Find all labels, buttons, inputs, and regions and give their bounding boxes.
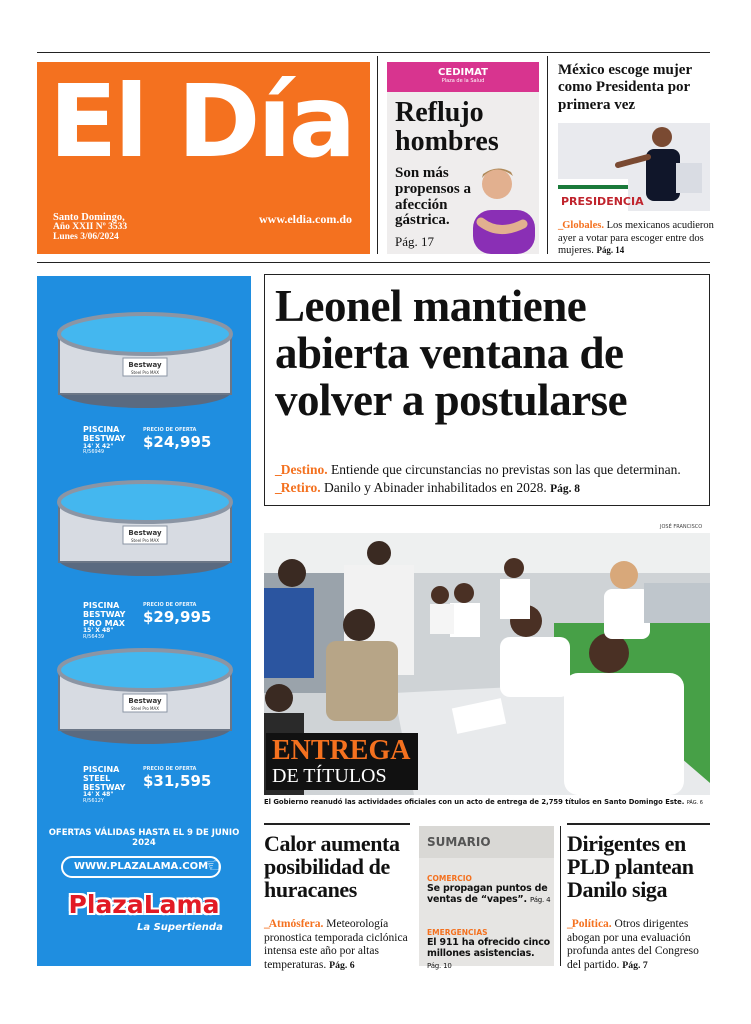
cedimat-brand: CEDIMAT [438,67,488,78]
pld-headline[interactable]: Dirigentes en PLD plantean Danilo siga [567,831,694,903]
masthead-issue: Año XXII Nº 3533 [53,222,128,233]
pool-image [57,304,233,412]
kicker-dash: _ [275,479,281,495]
sumario-box [419,826,554,970]
cedimat-tagline: Plaza de la Salud [441,78,485,84]
photo-caption-text: El Gobierno reanudó las actividades oficiales con un acto de entrega de 2,759 títulos en Santo Domingo Este. [264,798,685,806]
sumario-kicker: EMERGENCIAS [427,928,488,937]
plaza-lama-url[interactable]: WWW.PLAZALAMA.COM [61,856,221,878]
masthead-url[interactable]: www.eldia.com.do [259,212,352,226]
cedimat-brand-band [387,62,539,92]
pool-offer-label: PRECIO DE OFERTA [143,427,197,433]
lead-text-2: Danilo y Abinader inhabilitados en 2028. [324,479,547,495]
kicker-dash: _ [567,918,572,930]
calor-page-ref: Pág. 6 [329,959,355,971]
overlay-line-titulos: DE TÍTULOS [272,765,387,787]
pool-1-info [83,426,135,456]
newspaper-logo: El Día [49,63,354,180]
presidencia-sign: PRESIDENCIA [561,195,644,208]
mexico-kicker: Globales. [562,220,604,231]
voter-photo [558,123,710,211]
mexico-headline[interactable]: México escoge mujer como Presidenta por primera vez [558,62,692,113]
pool-offer-label: PRECIO DE OFERTA [143,602,197,608]
column-divider [560,826,561,966]
plaza-lama-subtitle: La Supertienda [137,922,223,933]
kicker-dash: _ [264,918,269,930]
man-holding-stomach-illustration [465,162,539,254]
cedimat-ad[interactable] [387,62,539,254]
pool-ref: R/5612Y [83,797,104,804]
photo-overlay-label [266,733,418,790]
sumario-item-page: Pág. 4 [529,896,551,905]
lead-page-ref: Pág. 8 [550,482,581,495]
lead-text-1: Entiende que circunstancias no previstas son las que determinan. [331,462,681,477]
offer-validity: OFERTAS VÁLIDAS HASTA EL 9 DE JUNIO 2024 [48,828,240,848]
pool-name: PISCINA BESTWAY [83,425,126,443]
pool-name: PISCINA BESTWAY PRO MAX [83,601,126,628]
pool-price: $24,995 [143,433,212,451]
pool-brand: Bestway [128,529,162,537]
pool-size: 14' X 42" [83,442,114,450]
sumario-item[interactable] [427,937,551,971]
cedimat-page-ref: Pág. 17 [395,234,434,249]
mexico-photo [558,123,710,211]
plaza-lama-logo: PlazaLama [68,890,220,919]
pool-2-info [83,602,143,640]
pool-name: PISCINA STEEL BESTWAY [83,765,126,792]
pool-price: $31,595 [143,772,212,790]
lead-summary [275,461,705,496]
sumario-kicker: COMERCIO [427,874,472,883]
photo-caption [264,798,710,806]
sumario-title: SUMARIO [419,826,554,858]
top-rule [37,52,710,53]
pool-price: $29,995 [143,608,212,626]
cedimat-headline: Reflujo hombres [395,97,499,158]
pool-model: Steel Pro MAX [131,706,159,711]
pool-3-info [83,766,139,804]
pool-model: Steel Pro MAX [131,370,159,375]
sumario-item[interactable] [427,883,551,906]
calor-headline[interactable]: Calor aumenta posibilidad de huracanes [264,831,400,903]
pld-text: Otros dirigentes abogan por una evaluación profunda antes del Congreso del partido. [567,918,699,971]
lead-kicker-destino: Destino. [280,462,328,477]
column-divider [377,56,378,254]
pld-page-ref: Pág. 7 [622,959,648,971]
bottom-section-rule [264,823,410,825]
overlay-line-entrega: ENTREGA [272,735,411,766]
sumario-item-text: Se propagan puntos de ventas de “vapes”. [427,883,548,906]
kicker-dash: _ [558,220,563,231]
pool-image [57,472,233,580]
pool-ref: R/56949 [83,449,105,456]
pld-summary [567,918,710,972]
masthead-city: Santo Domingo, [53,212,125,223]
mexico-text: Los mexicanos acudieron ayer a votar para escoger entre dos mujeres. [558,220,714,257]
pointer-hand-icon: ☜ [203,855,221,877]
pool-brand: Bestway [128,361,162,369]
mexico-summary [558,220,718,258]
pool-size: 14' X 48" [83,791,114,799]
sumario-item-page: Pág. 10 [427,961,452,970]
plaza-lama-ad[interactable] [37,276,251,966]
pld-kicker: Política. [571,918,612,930]
titles-ceremony-photo[interactable] [264,533,710,795]
calor-text: Meteorología pronostica temporada ciclónica intensa este año por altas temperaturas. [264,918,408,971]
column-divider [547,56,548,254]
kicker-dash: _ [275,462,281,477]
pool-offer-label: PRECIO DE OFERTA [143,766,197,772]
pool-model: Steel Pro MAX [131,538,159,543]
mexico-page-ref: Pág. 14 [596,245,625,256]
pool-image [57,640,233,748]
lead-story[interactable] [264,274,710,506]
masthead-date: Lunes 3/06/2024 [53,231,119,242]
pool-size: 15' X 48" [83,627,114,635]
masthead-edition-info [53,212,127,243]
sumario-item-text: El 911 ha ofrecido cinco millones asistencias. [427,937,550,960]
lead-kicker-retiro: Retiro. [280,479,321,495]
lead-headline: Leonel mantiene abierta ventana de volver a postularse [275,281,628,425]
calor-summary [264,918,410,972]
bottom-section-rule [567,823,710,825]
photo-caption-page: PÁG. 6 [686,800,703,806]
calor-kicker: Atmósfera. [268,918,324,930]
masthead [37,62,370,254]
pool-brand: Bestway [128,697,162,705]
masthead-bottom-rule [37,262,710,263]
photo-credit: JOSÉ FRANCISCO [660,524,703,530]
cedimat-text: Son más propensos a afección gástrica. [395,165,471,229]
pool-ref: R/56439 [83,633,105,640]
